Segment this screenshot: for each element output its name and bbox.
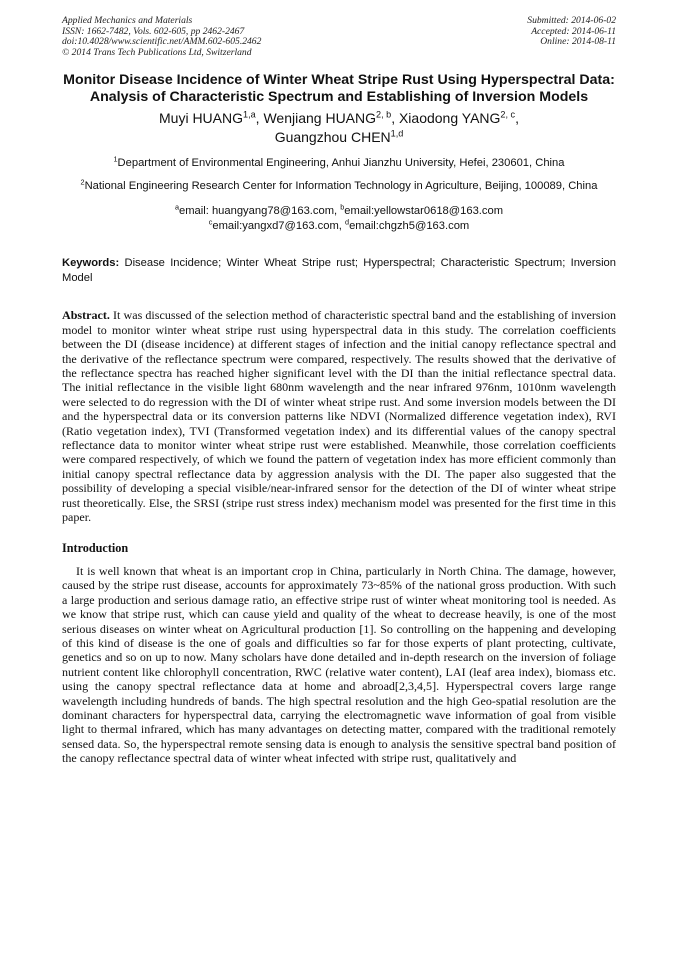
- date-online: Online: 2014-08-11: [540, 36, 616, 48]
- journal-copyright: © 2014 Trans Tech Publications Ltd, Switzerland: [62, 46, 252, 58]
- affiliation: $^1$Department of Environmental Engineering, Anhui Jianzhu University, Hefei, 230601, China: [113, 154, 565, 170]
- author: Guangzhou CHEN$^{1,d}$: [274, 128, 404, 146]
- journal-issn: ISSN: 1662-7482, Vols. 602-605, pp 2462-2467: [62, 25, 245, 37]
- author: Muyi HUANG$^{1,a}$,: [159, 109, 264, 127]
- publication-dates: [527, 16, 616, 58]
- journal-header: [62, 16, 616, 58]
- date-accepted: Accepted: 2014-06-11: [531, 25, 616, 37]
- author: Wenjiang HUANG$^{2, b}$,: [263, 109, 399, 127]
- paper-title: Monitor Disease Incidence of Winter Wheat Stripe Rust Using Hyperspectral Data: Analysis of Characteristic Spectrum and Establishing of Inversion Models: [63, 72, 615, 106]
- journal-info: [62, 16, 261, 58]
- journal-doi: doi:10.4028/www.scientific.net/AMM.602-605.2462: [62, 36, 262, 48]
- email-link[interactable]: email: huangyang78@163.com,: [179, 205, 341, 218]
- email-link[interactable]: email:yellowstar0618@163.com: [344, 205, 504, 218]
- date-submitted: Submitted: 2014-06-02: [527, 15, 616, 26]
- author-emails: $^a$email: huangyang78@163.com, $^b$email:yellowstar0618@163.com $^c$email:yangxd7@163.com, $^d$email:chgzh5@163.com: [174, 202, 504, 232]
- author: Xiaodong YANG$^{2, c}$,: [398, 109, 519, 127]
- author-list: [62, 109, 616, 147]
- keywords-text: Disease Incidence; Winter Wheat Stripe rust; Hyperspectral; Characteristic Spectrum; Inversion Model: [62, 257, 616, 285]
- email-link[interactable]: email:yangxd7@163.com,: [212, 219, 346, 232]
- section-heading-introduction: Introduction: [62, 541, 129, 556]
- abstract-label: Abstract.: [62, 308, 110, 323]
- introduction-paragraph: It is well known that wheat is an important crop in China, particularly in North China. The damage, however, caused by the stripe rust disease, accounts for approximately 73~85% of the national gross production. With such a large production and serious damage ratio, an effective stripe rust of winter wheat monitoring tool is needed. As we know that stripe rust, which can cause yield and quality of the wheat to decrease heavily, is one of the most serious diseases on winter wheat on Agricultural production [1]. So controlling on the happening and developing of this kind of disease is the one of goals and difficulties so far for those experts of plant protecting, cultivate, genetics and so on up to now. Many scholars have done detailed and in-depth research on the inversion of foliage nutrient content like chlorophyll concentration, RWC (relative water content), LAI (leaf area index), biomass etc. using the canopy spectral reflectance data at home and abroad[2,3,4,5]. Hyperspectral covers large range wavelength including hundreds of bands. The high spectral resolution and the high Geo-spatial resolution are the dominant characters for hyperspectral data, carrying the electromagnetic wave information of goal from visible light to thermal infrared, which has many advantages on detecting matter, compared with the traditional remotely sensed data. So, the hyperspectral remote sensing data is enough to analysis the sensitive spectral band position of the canopy reflectance spectral data of winter wheat infected with stripe rust, qualitatively and: [62, 563, 616, 766]
- abstract: [62, 308, 616, 524]
- keywords: [62, 256, 616, 286]
- email-link[interactable]: email:chgzh5@163.com: [349, 219, 470, 232]
- journal-name: Applied Mechanics and Materials: [62, 15, 193, 26]
- keywords-label: Keywords:: [62, 257, 120, 270]
- affiliation: $^2$National Engineering Research Center for Information Technology in Agriculture, Beijing, 100089, China: [80, 177, 598, 193]
- abstract-text: It was discussed of the selection method of characteristic spectral band and the establishing of inversion model to monitor winter wheat stripe rust using hyperspectral data in this study. The correlation coefficients between the DI (disease incidence) at different stages of infection and the initial canopy reflectance spectral and the derivative of the reflectance spectrum were compared, respectively. The results showed that the derivative of the reflectance spectra has reached higher significant level with the DI than the initial reflectance spectral data. The initial reflectance in the visible light 680nm wavelength and the near infrared 976nm, 1010nm wavelength were selected to do regression with the DI of winter wheat stripe rust. And some inversion models between the DI and the hyperspectral data or its conversion patterns like NDVI (Normalized difference vegetation index), RVI (Ratio vegetation index), TVI (Transformed vegetation index) and its differential values of the canopy spectral reflectance data to monitor winter wheat stripe rust were established. Meanwhile, those correlation coefficients were compared respectively, of which we found the pattern of vegetation index has more efficient commonly than initial canopy spectral reflectance data by aggression analysis with the DI. The paper also suggested that the possibility of developing a special visible/near-infrared sensor for the detection of the DI of winter wheat stripe rust theoretically. Else, the SRSI (stripe rust stress index) mechanism model was presented for the first time in this paper.: [62, 308, 616, 525]
